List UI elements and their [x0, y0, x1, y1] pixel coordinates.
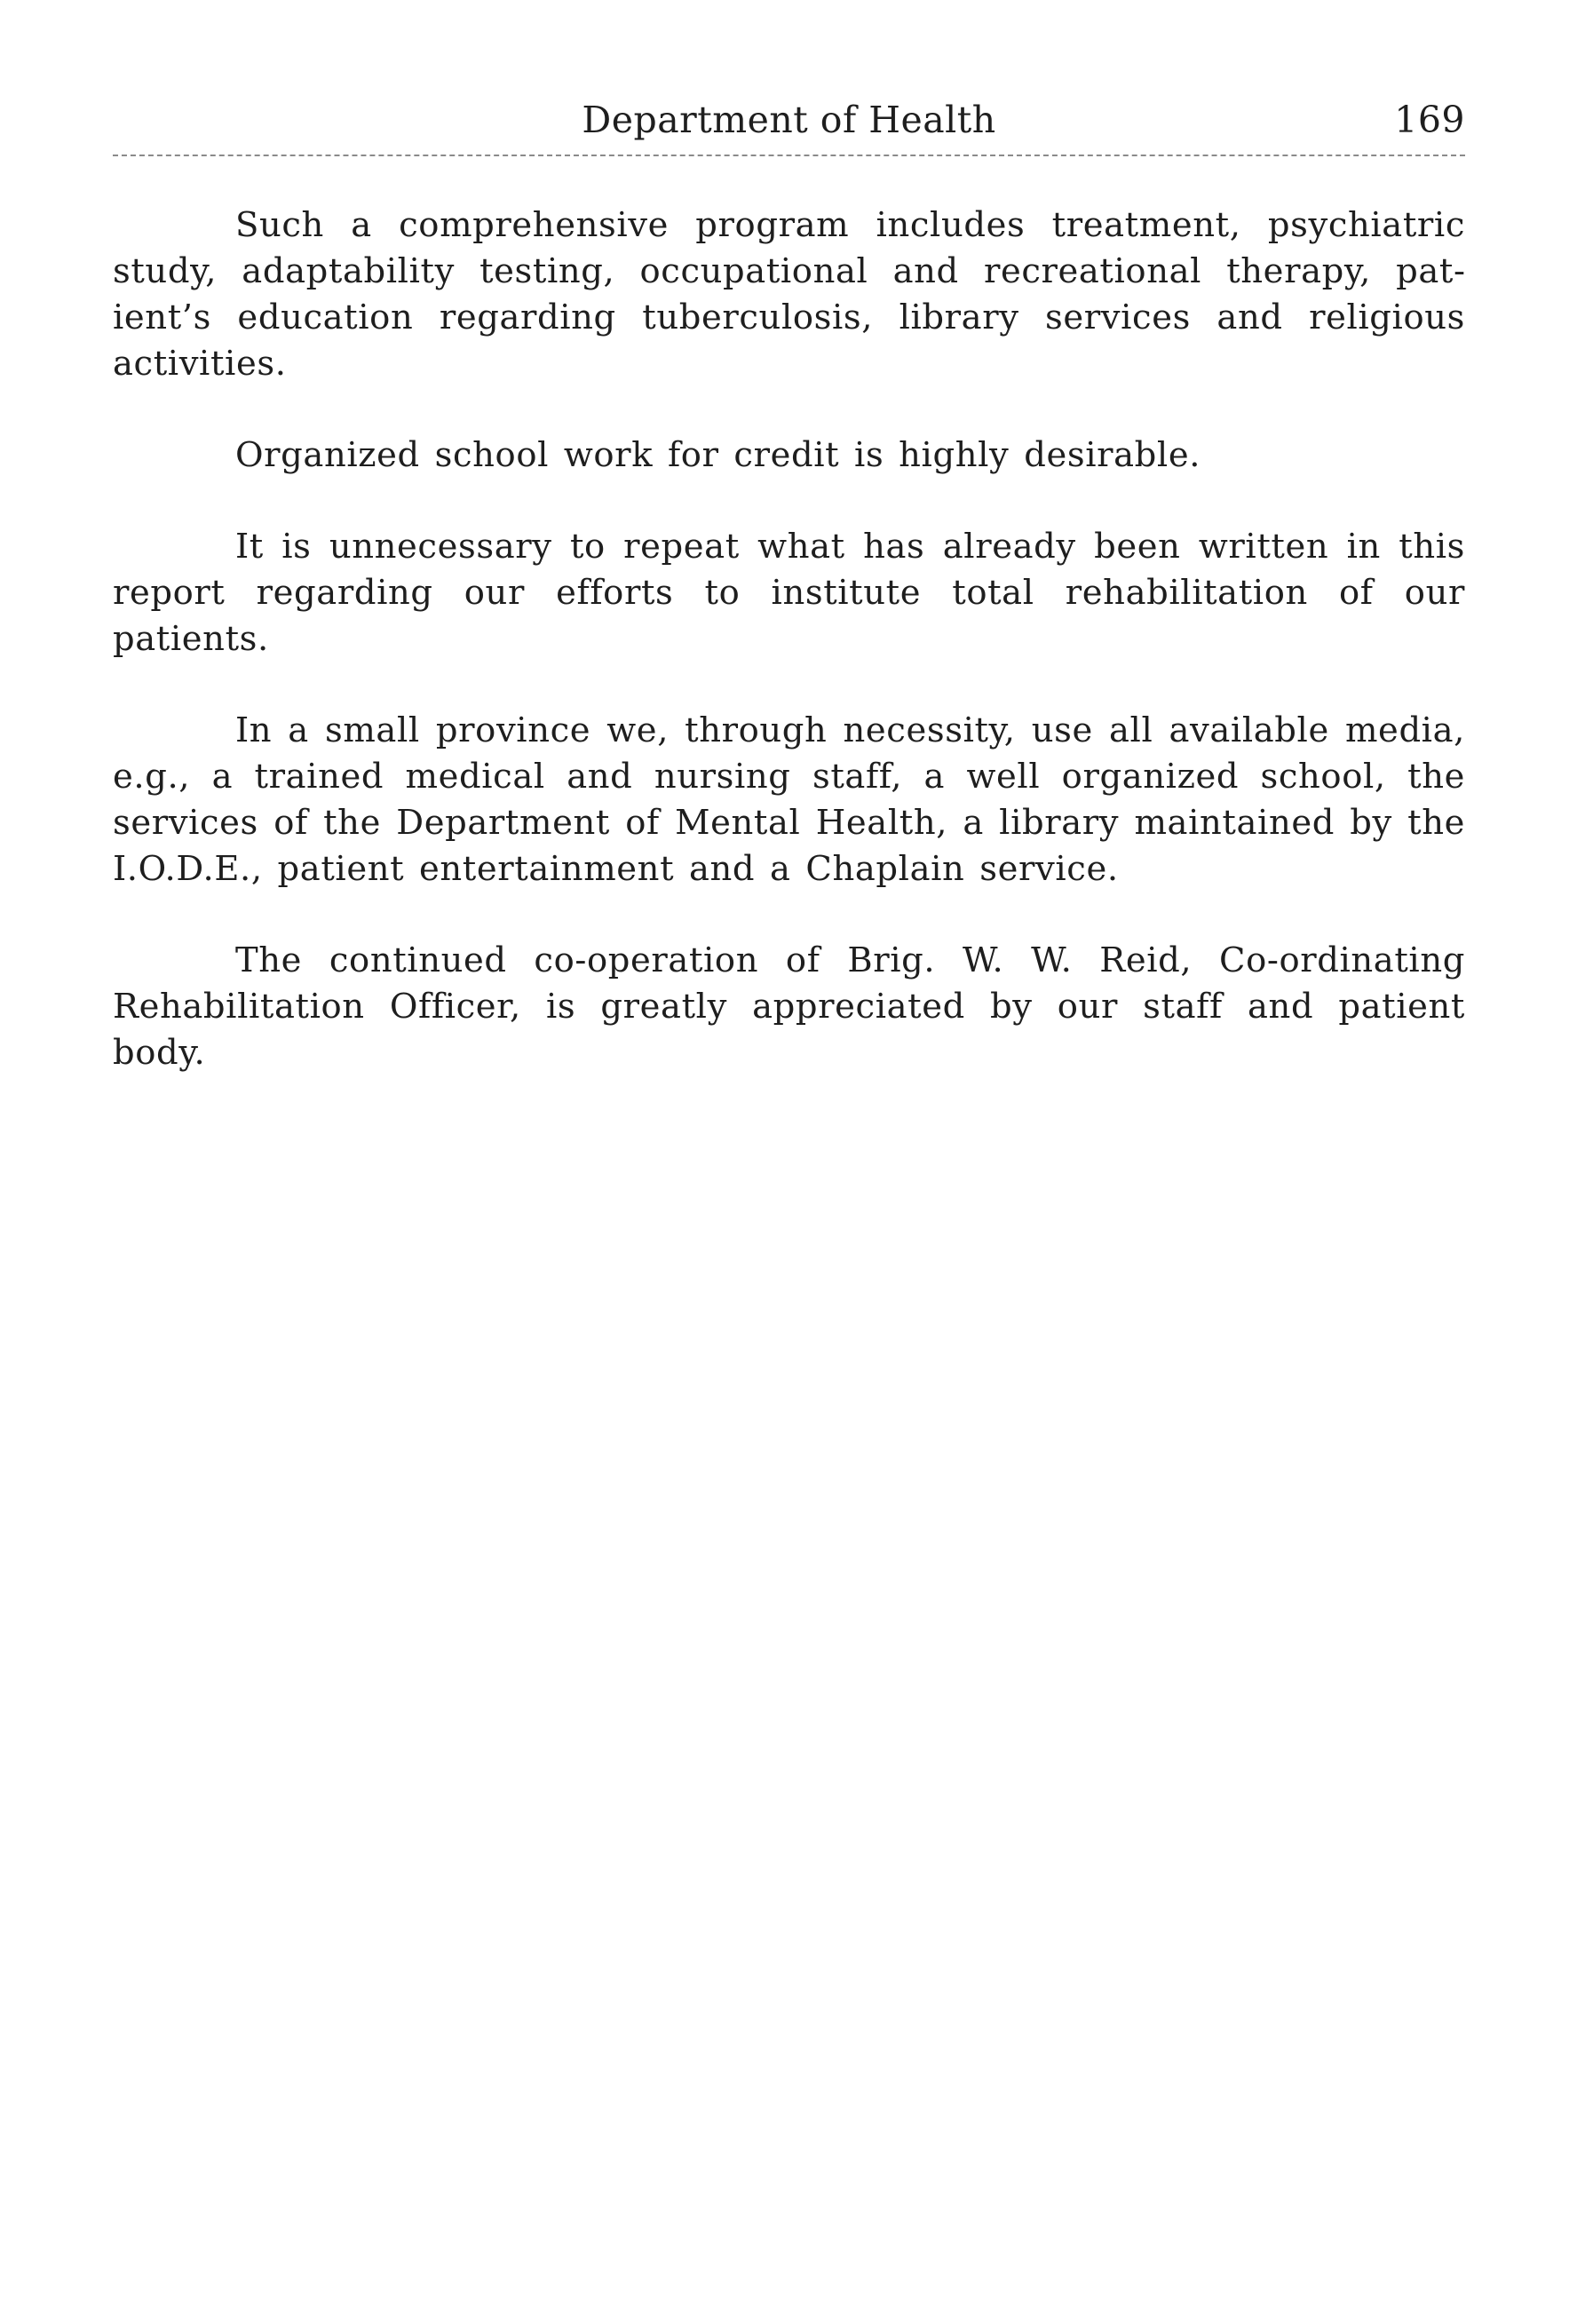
paragraph-cooperation: The continued co-operation of Brig. W. W. Reid, Co-ordinating Rehabilitation Officer, is greatly appreciated by our staff and patient body. [113, 940, 1465, 1073]
body-text [113, 202, 1465, 1122]
running-title: Department of Health [582, 99, 996, 141]
page-number: 169 [1394, 99, 1465, 141]
paragraph-school-work: Organized school work for credit is highly desirable. [235, 435, 1201, 475]
header-rule [113, 155, 1465, 156]
paragraph-program: Such a comprehensive program includes treatment, psychiatric study, adaptability testing, occupational and recreational therapy, patient’s education regarding tuberculosis, library services and religious activities. [113, 205, 1465, 384]
paragraph-media: In a small province we, through necessity, use all available media, e.g., a trained medical and nursing staff, a well organized school, the services of the Department of Mental Health, a library maintained by the I.O.D.E., patient entertainment and a Chaplain service. [113, 710, 1465, 889]
paragraph-rehabilitation: It is unnecessary to repeat what has already been written in this report regarding our efforts to institute total rehabilitation of our patients. [113, 527, 1465, 659]
running-header [113, 93, 1465, 150]
